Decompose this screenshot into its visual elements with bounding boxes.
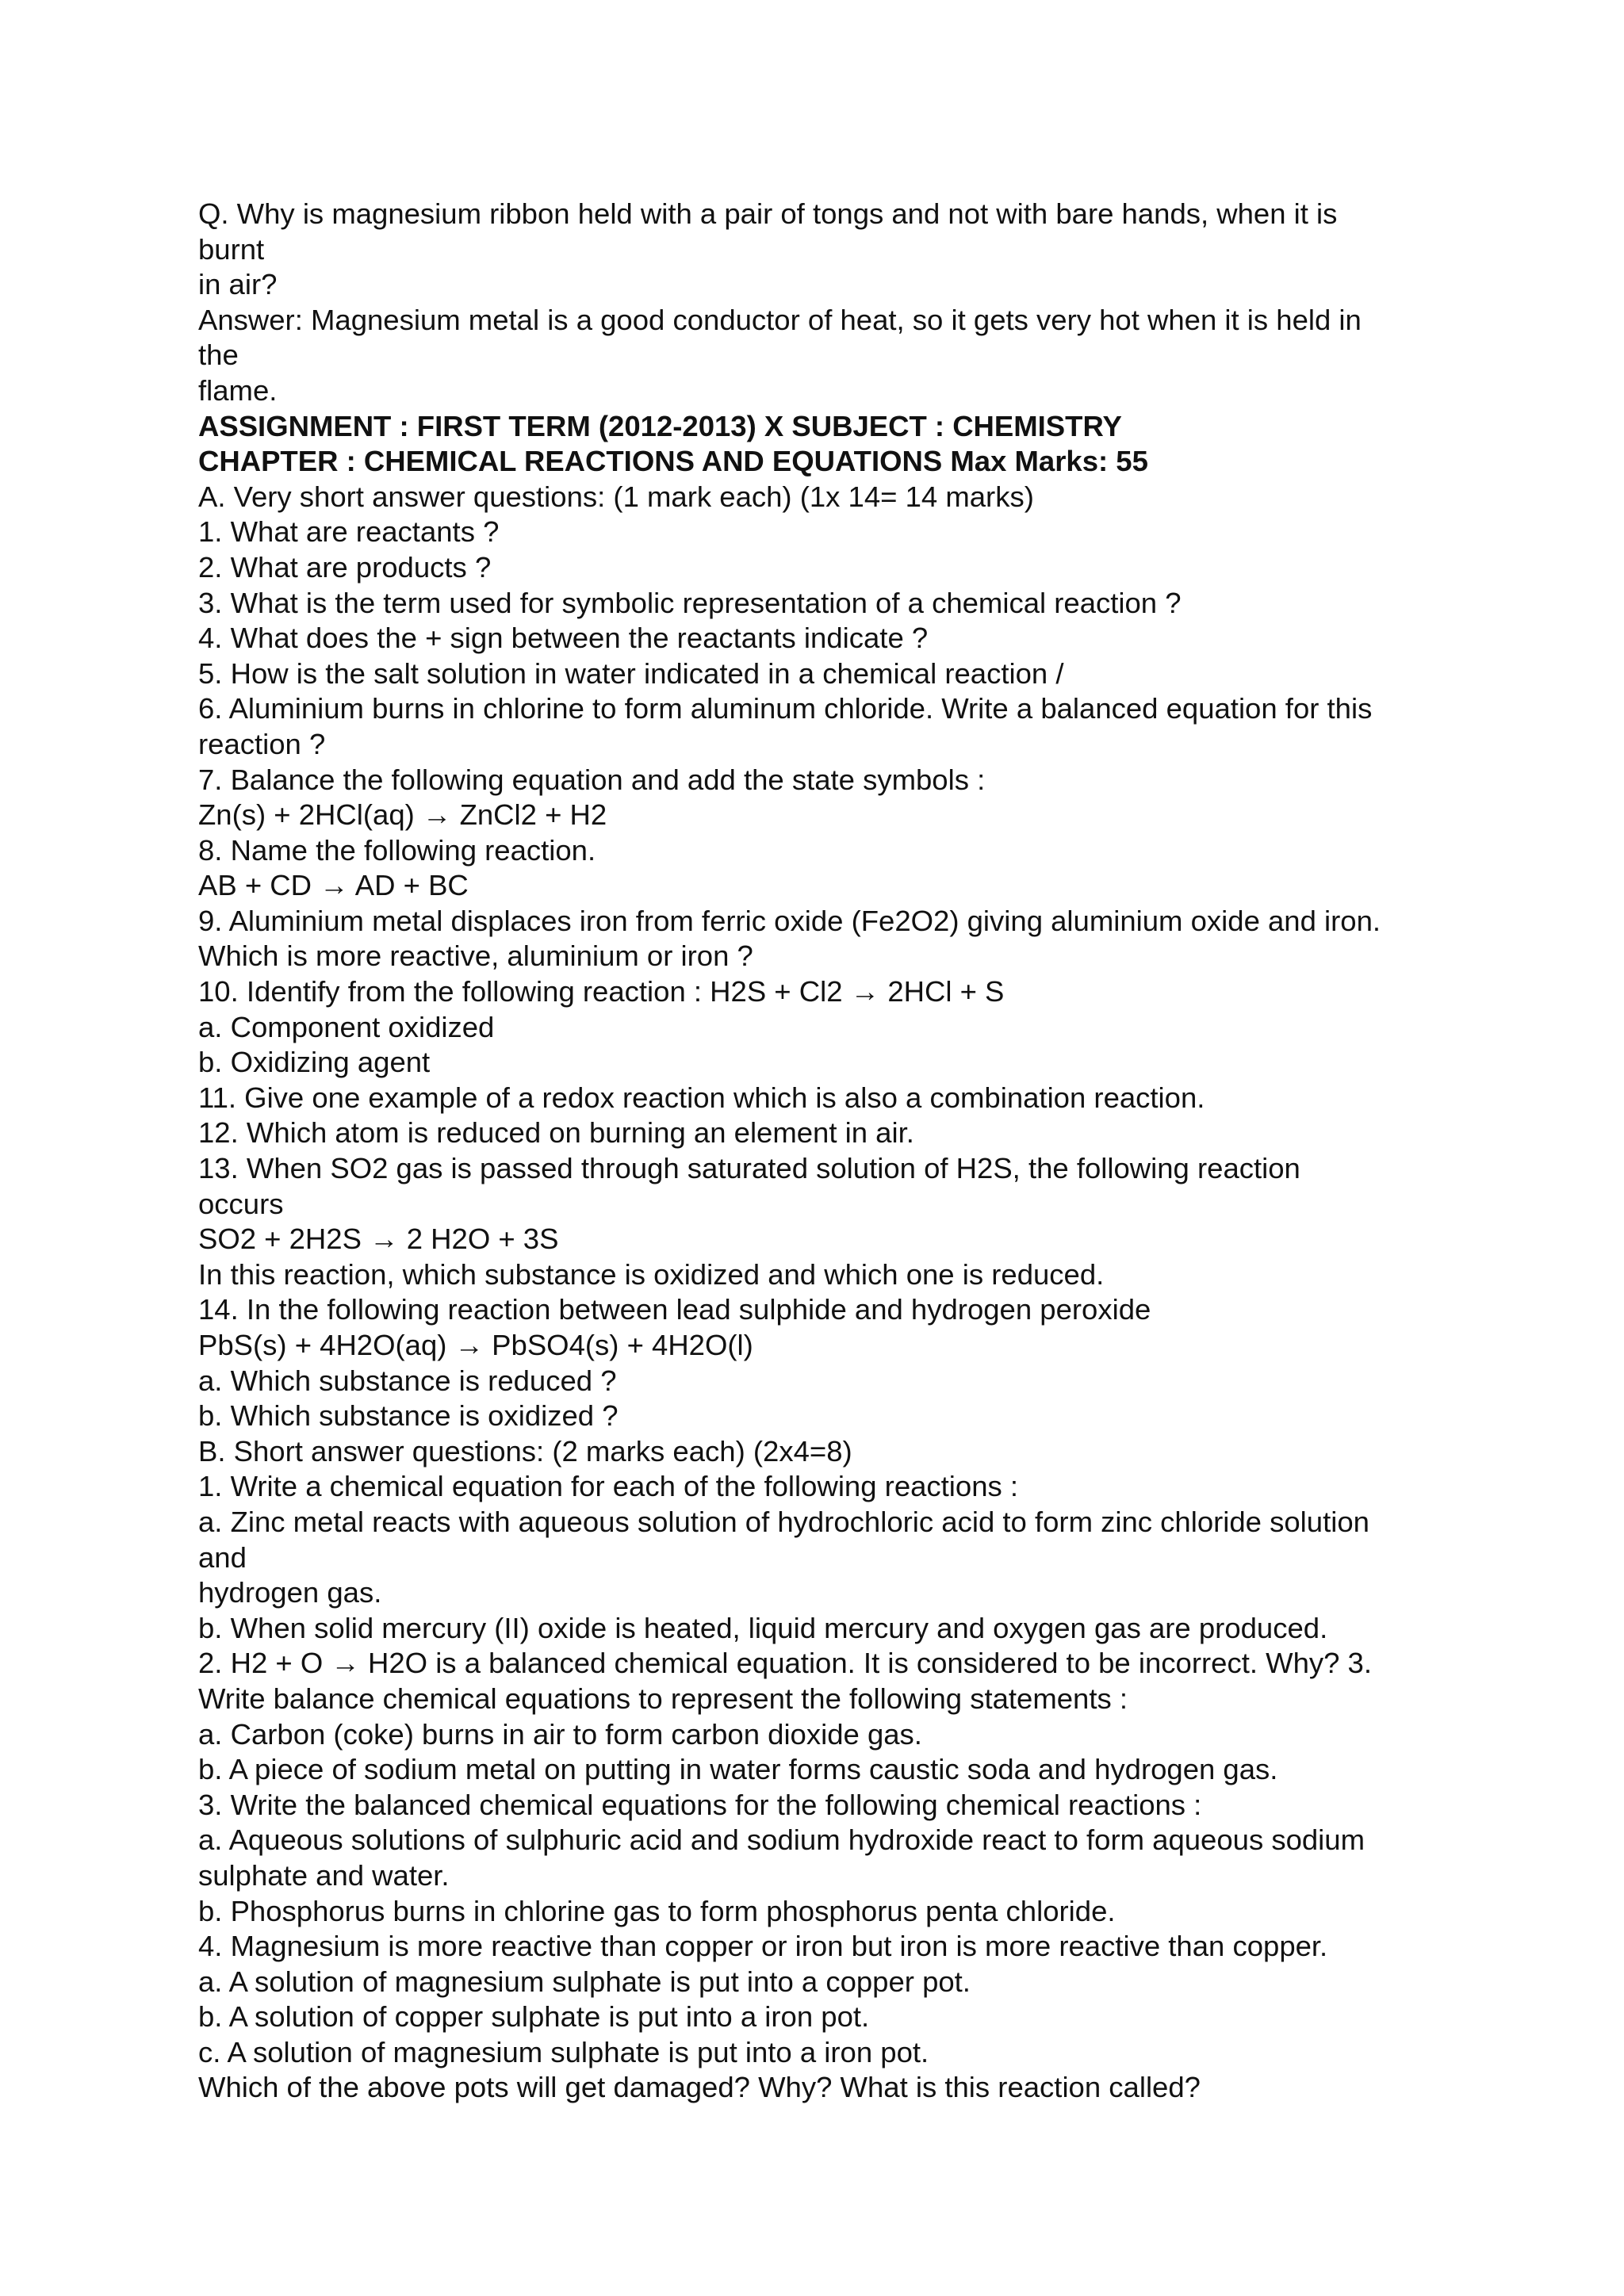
text-line: b. A piece of sodium metal on putting in water forms caustic soda and hydrogen gas. [198, 1753, 1278, 1786]
text-line: Answer: Magnesium metal is a good conductor of heat, so it gets very hot when it is held in [198, 303, 1362, 336]
text-line: a. A solution of magnesium sulphate is put into a copper pot. [198, 1965, 971, 1998]
heading-line: CHAPTER : CHEMICAL REACTIONS AND EQUATIONS Max Marks: 55 [198, 445, 1148, 478]
text-line: occurs [198, 1187, 284, 1220]
text-line: 14. In the following reaction between lead sulphide and hydrogen peroxide [198, 1293, 1151, 1326]
text-line: AB + CD → AD + BC [198, 869, 469, 902]
text-line: 7. Balance the following equation and add the state symbols : [198, 763, 986, 796]
text-line: a. Carbon (coke) burns in air to form carbon dioxide gas. [198, 1717, 922, 1751]
text-line: a. Zinc metal reacts with aqueous solution of hydrochloric acid to form zinc chloride solution [198, 1505, 1369, 1538]
text-line: SO2 + 2H2S → 2 H2O + 3S [198, 1223, 559, 1256]
text-line: Which of the above pots will get damaged? Why? What is this reaction called? [198, 2071, 1201, 2104]
text-line: 4. Magnesium is more reactive than copper or iron but iron is more reactive than copper. [198, 1930, 1328, 1963]
text-line: Q. Why is magnesium ribbon held with a pair of tongs and not with bare hands, when it is [198, 197, 1338, 230]
text-line: 3. What is the term used for symbolic representation of a chemical reaction ? [198, 586, 1182, 619]
text-line: 5. How is the salt solution in water indicated in a chemical reaction / [198, 656, 1064, 690]
text-line: 1. Write a chemical equation for each of the following reactions : [198, 1470, 1019, 1503]
text-line: 12. Which atom is reduced on burning an element in air. [198, 1116, 914, 1150]
text-line: Which is more reactive, aluminium or iron ? [198, 939, 753, 973]
text-line: c. A solution of magnesium sulphate is put into a iron pot. [198, 2035, 929, 2068]
text-line: b. Phosphorus burns in chlorine gas to form phosphorus penta chloride. [198, 1894, 1116, 1927]
text-line: b. When solid mercury (II) oxide is heated, liquid mercury and oxygen gas are produced. [198, 1611, 1328, 1644]
text-line: sulphate and water. [198, 1858, 450, 1892]
text-line: burnt [198, 232, 265, 266]
text-line: 8. Name the following reaction. [198, 833, 596, 867]
text-line: b. A solution of copper sulphate is put into a iron pot. [198, 2000, 870, 2034]
document-page [198, 197, 1435, 2106]
text-line: 2. H2 + O → H2O is a balanced chemical equation. It is considered to be incorrect. Why? 3. [198, 1647, 1372, 1680]
text-line: 6. Aluminium burns in chlorine to form aluminum chloride. Write a balanced equation for this [198, 692, 1373, 725]
text-line: a. Aqueous solutions of sulphuric acid and sodium hydroxide react to form aqueous sodium [198, 1823, 1365, 1857]
text-line: b. Oxidizing agent [198, 1046, 431, 1079]
text-line: hydrogen gas. [198, 1576, 382, 1609]
text-line: flame. [198, 373, 278, 407]
text-line: 13. When SO2 gas is passed through saturated solution of H2S, the following reaction [198, 1152, 1300, 1185]
text-line: PbS(s) + 4H2O(aq) → PbSO4(s) + 4H2O(l) [198, 1329, 753, 1361]
text-line: a. Which substance is reduced ? [198, 1364, 617, 1397]
text-line: a. Component oxidized [198, 1010, 495, 1043]
heading-line: ASSIGNMENT : FIRST TERM (2012-2013) X SUBJECT : CHEMISTRY [198, 409, 1122, 442]
text-line: the [198, 339, 239, 372]
text-line: reaction ? [198, 727, 326, 760]
text-line: 11. Give one example of a redox reaction which is also a combination reaction. [198, 1081, 1205, 1114]
text-line: 9. Aluminium metal displaces iron from ferric oxide (Fe2O2) giving aluminium oxide and iron. [198, 904, 1381, 937]
text-line: in air? [198, 268, 278, 301]
text-line: A. Very short answer questions: (1 mark each) (1x 14= 14 marks) [198, 480, 1034, 513]
text-line: and [198, 1540, 247, 1574]
text-line: Zn(s) + 2HCl(aq) → ZnCl2 + H2 [198, 798, 607, 832]
text-line: 2. What are products ? [198, 550, 492, 584]
text-line: 3. Write the balanced chemical equations for the following chemical reactions : [198, 1788, 1202, 1821]
text-line: In this reaction, which substance is oxidized and which one is reduced. [198, 1257, 1105, 1291]
text-line: 10. Identify from the following reaction : H2S + Cl2 → 2HCl + S [198, 975, 1005, 1008]
text-line: b. Which substance is oxidized ? [198, 1399, 619, 1433]
text-line: Write balance chemical equations to represent the following statements : [198, 1682, 1128, 1715]
text-line: 4. What does the + sign between the reactants indicate ? [198, 622, 929, 655]
text-line: B. Short answer questions: (2 marks each) (2x4=8) [198, 1434, 852, 1468]
text-line: 1. What are reactants ? [198, 515, 500, 549]
